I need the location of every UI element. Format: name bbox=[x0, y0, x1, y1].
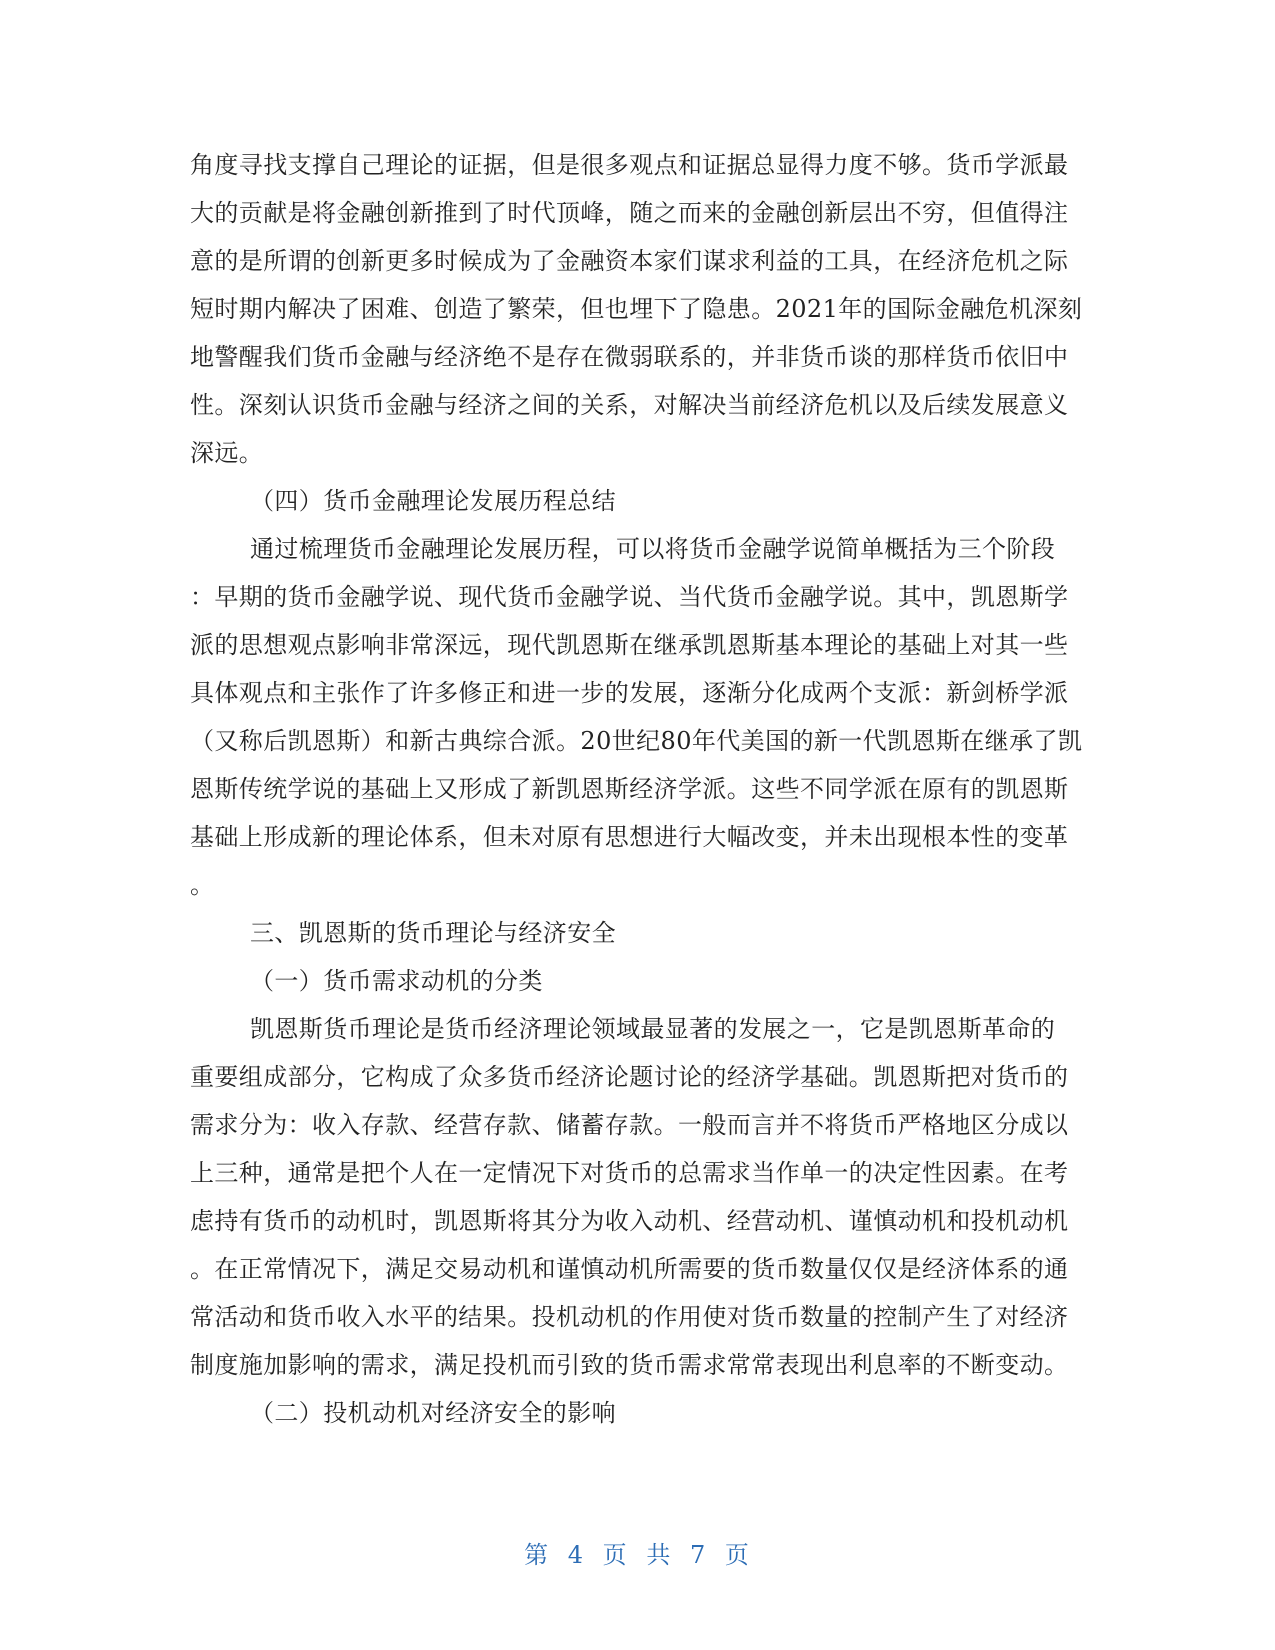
text-line: 需求分为：收入存款、经营存款、储蓄存款。一般而言并不将货币严格地区分成以 bbox=[190, 1111, 1069, 1139]
footer-gong: 共 bbox=[646, 1541, 673, 1569]
text-line: 基础上形成新的理论体系，但未对原有思想进行大幅改变，并未出现根本性的变革 bbox=[190, 823, 1069, 851]
text-line: 恩斯传统学说的基础上又形成了新凯恩斯经济学派。这些不同学派在原有的凯恩斯 bbox=[190, 775, 1069, 803]
text-line: 上三种，通常是把个人在一定情况下对货币的总需求当作单一的决定性因素。在考 bbox=[190, 1159, 1069, 1187]
footer-ye: 页 bbox=[602, 1541, 629, 1569]
section-heading: （二）投机动机对经济安全的影响 bbox=[250, 1399, 616, 1427]
paragraph bbox=[190, 525, 1090, 909]
footer-ye: 页 bbox=[724, 1541, 751, 1569]
paragraph bbox=[190, 1005, 1090, 1389]
document-body bbox=[190, 141, 1090, 1437]
text-line: 意的是所谓的创新更多时候成为了金融资本家们谋求利益的工具，在经济危机之际 bbox=[190, 247, 1069, 275]
text-line: 派的思想观点影响非常深远，现代凯恩斯在继承凯恩斯基本理论的基础上对其一些 bbox=[190, 631, 1069, 659]
page-number: 4 bbox=[567, 1541, 586, 1569]
text-line: 大的贡献是将金融创新推到了时代顶峰，随之而来的金融创新层出不穷，但值得注 bbox=[190, 199, 1069, 227]
text-line: 地警醒我们货币金融与经济绝不是存在微弱联系的，并非货币谈的那样货币依旧中 bbox=[190, 343, 1069, 371]
page-total: 7 bbox=[689, 1541, 708, 1569]
text-line: 短时期内解决了困难、创造了繁荣，但也埋下了隐患。2021年的国际金融危机深刻 bbox=[190, 295, 1083, 323]
section-heading: （四）货币金融理论发展历程总结 bbox=[250, 487, 616, 515]
text-line: 深远。 bbox=[190, 439, 264, 467]
text-line: 角度寻找支撑自己理论的证据，但是很多观点和证据总显得力度不够。货币学派最 bbox=[190, 151, 1069, 179]
page-footer bbox=[0, 1535, 1275, 1570]
footer-di: 第 bbox=[524, 1541, 551, 1569]
chapter-heading: 三、凯恩斯的货币理论与经济安全 bbox=[250, 919, 616, 947]
text-line: 性。深刻认识货币金融与经济之间的关系，对解决当前经济危机以及后续发展意义 bbox=[190, 391, 1069, 419]
text-line: 常活动和货币收入水平的结果。投机动机的作用使对货币数量的控制产生了对经济 bbox=[190, 1303, 1069, 1331]
text-line: （又称后凯恩斯）和新古典综合派。20世纪80年代美国的新一代凯恩斯在继承了凯 bbox=[190, 727, 1083, 755]
text-line: 虑持有货币的动机时，凯恩斯将其分为收入动机、经营动机、谨慎动机和投机动机 bbox=[190, 1207, 1069, 1235]
text-line: 重要组成部分，它构成了众多货币经济论题讨论的经济学基础。凯恩斯把对货币的 bbox=[190, 1063, 1069, 1091]
section-heading: （一）货币需求动机的分类 bbox=[250, 967, 543, 995]
text-line: ：早期的货币金融学说、现代货币金融学说、当代货币金融学说。其中，凯恩斯学 bbox=[190, 583, 1069, 611]
text-line: 通过梳理货币金融理论发展历程，可以将货币金融学说简单概括为三个阶段 bbox=[250, 535, 1056, 563]
text-line: 具体观点和主张作了许多修正和进一步的发展，逐渐分化成两个支派：新剑桥学派 bbox=[190, 679, 1069, 707]
text-line: 制度施加影响的需求，满足投机而引致的货币需求常常表现出利息率的不断变动。 bbox=[190, 1351, 1069, 1379]
paragraph-continuation bbox=[190, 141, 1090, 477]
text-line: 凯恩斯货币理论是货币经济理论领域最显著的发展之一，它是凯恩斯革命的 bbox=[250, 1015, 1056, 1043]
text-line: 。在正常情况下，满足交易动机和谨慎动机所需要的货币数量仅仅是经济体系的通 bbox=[190, 1255, 1069, 1283]
text-line: 。 bbox=[190, 871, 215, 899]
